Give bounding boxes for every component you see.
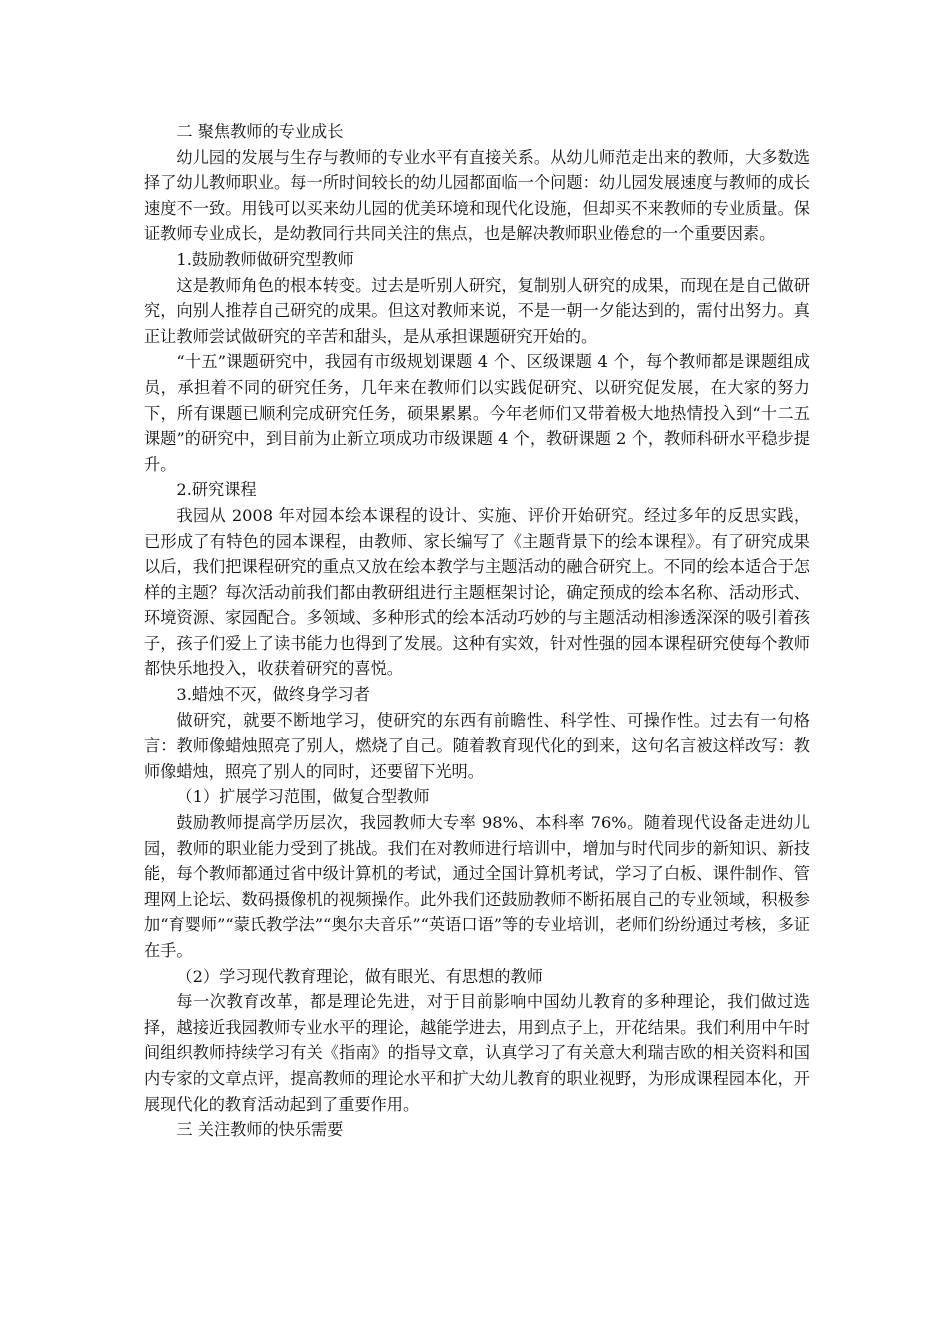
paragraph-intro: 幼儿园的发展与生存与教师的专业水平有直接关系。从幼儿师范走出来的教师，大多数选择了幼儿教师职业。每一所时间较长的幼儿园都面临一个问题：幼儿园发展速度与教师的成长速度不一致。用钱可以买来幼儿园的优美环境和现代化设施，但却买不来教师的专业质量。保证教师专业成长，是幼教同行共同关注的焦点，也是解决教师职业倦怠的一个重要因素。 xyxy=(144,147,810,244)
paragraph-lifelong-learning: 做研究，就要不断地学习，使研究的东西有前瞻性、科学性、可操作性。过去有一句格言：教师像蜡烛照亮了别人，燃烧了自己。随着教育现代化的到来，这句名言被这样改写：教师像蜡烛，照亮了别人的同时，还要留下光明。 xyxy=(144,710,810,781)
paragraph-curriculum: 我园从 2008 年对园本绘本课程的设计、实施、评价开始研究。经过多年的反思实践，已形成了有特色的园本课程，由教师、家长编写了《主题背景下的绘本课程》。有了研究成果以后，我们把课程研究的重点又放在绘本教学与主题活动的融合研究上。不同的绘本适合于怎样的主题？每次活动前我们都由教研组进行主题框架讨论，确定预成的绘本名称、活动形式、环境资源、家园配合。多领域、多种形式的绘本活动巧妙的与主题活动相渗透深深的吸引着孩子，孩子们爱上了读书能力也得到了发展。这种有实效，针对性强的园本课程研究使每个教师都快乐地投入，收获着研究的喜悦。 xyxy=(144,505,810,679)
subheading-3: 3.蜡烛不灭，做终身学习者 xyxy=(176,685,370,705)
section-heading-3: 三 关注教师的快乐需要 xyxy=(176,1120,344,1140)
paragraph-research-role: 这是教师角色的根本转变。过去是听别人研究，复制别人研究的成果，而现在是自己做研究，向别人推荐自己研究的成果。但这对教师来说，不是一朝一夕能达到的，需付出努力。真正让教师尝试做研究的辛苦和甜头，是从承担课题研究开始的。 xyxy=(144,275,810,346)
paragraph-education-level: 鼓励教师提高学历层次，我园教师大专率 98%、本科率 76%。随着现代设备走进幼儿园，教师的职业能力受到了挑战。我们在对教师进行培训中，增加与时代同步的新知识、新技能，每个教师都通过省中级计算机的考试，通过全国计算机考试，学习了白板、课件制作、管理网上论坛、数码摄像机的视频操作。此外我们还鼓励教师不断拓展自己的专业领域，积极参加“育婴师”“蒙氏教学法”“奥尔夫音乐”“英语口语”等的专业培训，老师们纷纷通过考核，多证在手。 xyxy=(144,813,810,960)
subheading-3-2: （2）学习现代教育理论，做有眼光、有思想的教师 xyxy=(176,966,543,986)
paragraph-fifteen-project: “十五”课题研究中，我园有市级规划课题 4 个、区级课题 4 个，每个教师都是课题组成员，承担着不同的研究任务，几年来在教师们以实践促研究、以研究促发展，在大家的努力下，所有课题已顺利完成研究任务，硕果累累。今年老师们又带着极大地热情投入到“十二五课题”的研究中，到目前为止新立项成功市级课题 4 个，教研课题 2 个，教师科研水平稳步提升。 xyxy=(144,352,810,474)
subheading-2: 2.研究课程 xyxy=(176,480,257,500)
subheading-3-1: （1）扩展学习范围，做复合型教师 xyxy=(176,787,430,807)
document-body xyxy=(144,119,810,1143)
paragraph-theory: 每一次教育改革，都是理论先进，对于目前影响中国幼儿教育的多种理论，我们做过选择，越接近我园教师专业水平的理论，越能学进去，用到点子上，开花结果。我们利用中午时间组织教师持续学习有关《指南》的指导文章，认真学习了有关意大利瑞吉欧的相关资料和国内专家的文章点评，提高教师的理论水平和扩大幼儿教育的职业视野，为形成课程园本化，开展现代化的教育活动起到了重要作用。 xyxy=(144,992,810,1114)
section-heading-2: 二 聚焦教师的专业成长 xyxy=(176,122,344,141)
subheading-1: 1.鼓励教师做研究型教师 xyxy=(176,249,354,269)
